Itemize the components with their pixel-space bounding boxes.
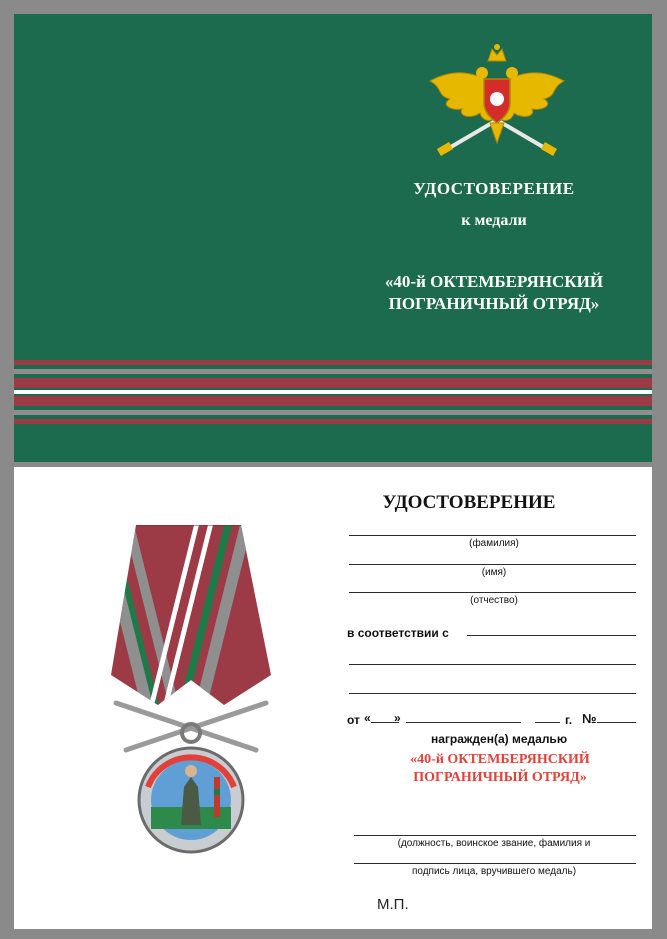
- surname-line[interactable]: [349, 535, 636, 536]
- year-label: г.: [565, 713, 573, 727]
- cover-medal-name-line2: ПОГРАНИЧНЫЙ ОТРЯД»: [388, 294, 600, 313]
- border-guard-figure-icon: [139, 748, 243, 852]
- stamp-label: М.П.: [377, 896, 409, 913]
- medal-name-line2: ПОГРАНИЧНЫЙ ОТРЯД»: [413, 770, 587, 785]
- patronymic-line[interactable]: [349, 592, 636, 593]
- surname-caption: (фамилия): [469, 538, 519, 549]
- accordance-line-2[interactable]: [349, 664, 636, 665]
- month-line[interactable]: [406, 722, 521, 723]
- cover-subtitle: к медали: [461, 212, 527, 229]
- quote-close: »: [394, 711, 401, 725]
- signer-line-1[interactable]: [354, 835, 636, 836]
- accordance-line-3[interactable]: [349, 693, 636, 694]
- crossed-swords-icon: [116, 703, 266, 750]
- certificate-cover: [14, 14, 652, 462]
- signer-line-2[interactable]: [354, 863, 636, 864]
- form-title: УДОСТОВЕРЕНИЕ: [382, 492, 556, 513]
- medal-illustration: [106, 525, 276, 855]
- name-caption: (имя): [481, 567, 507, 578]
- cover-medal-name-line1: «40-й ОКТЕМБЕРЯНСКИЙ: [384, 272, 604, 291]
- quote-open: «: [364, 711, 371, 725]
- medal-name-line1: «40-й ОКТЕМБЕРЯНСКИЙ: [410, 752, 590, 767]
- number-line[interactable]: [597, 722, 636, 723]
- accordance-label: в соответствии с: [347, 626, 449, 640]
- double-headed-eagle-emblem-icon: [422, 39, 572, 159]
- patronymic-caption: (отчество): [470, 595, 518, 606]
- cover-title: УДОСТОВЕРЕНИЕ: [413, 179, 575, 198]
- medal-ribbon-icon: [106, 525, 276, 725]
- accordance-line-1[interactable]: [467, 635, 636, 636]
- awarded-label: награжден(а) медалью: [431, 732, 568, 746]
- number-label: №: [582, 711, 597, 726]
- date-from-label: от: [347, 713, 360, 727]
- signer-caption-1: (должность, воинское звание, фамилия и: [397, 838, 591, 849]
- signer-caption-2: подпись лица, вручившего медаль): [411, 866, 577, 877]
- year-line[interactable]: [535, 722, 560, 723]
- name-line[interactable]: [349, 564, 636, 565]
- ribbon-stripes: [14, 360, 652, 434]
- certificate-form-page: [14, 467, 652, 929]
